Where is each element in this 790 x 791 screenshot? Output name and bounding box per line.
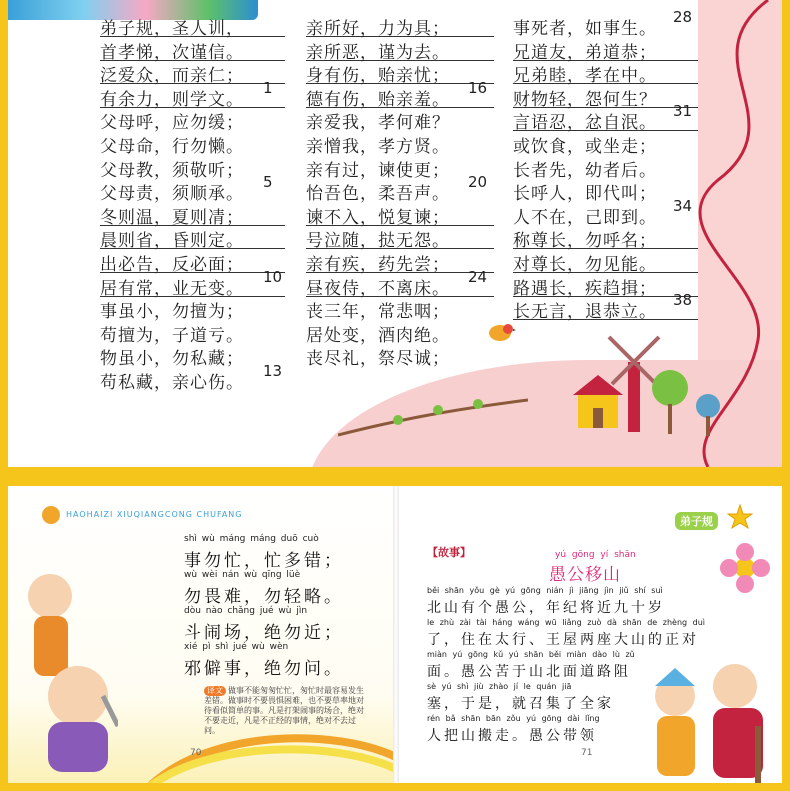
verse-pinyin: dòu nào chǎng jué wù jìn — [184, 606, 308, 616]
verse-line: 长呼人，即代叫； — [513, 184, 657, 205]
story-text: 人把山搬走。愚公带领 — [427, 728, 597, 744]
verse-pair — [184, 642, 344, 679]
story-tag: 【故事】 — [427, 546, 471, 559]
verse-number: 5 — [263, 173, 273, 192]
story-pinyin: sè yú shì jiù zhào jí le quán jiā — [427, 682, 572, 691]
verse-pinyin: shì wù máng máng duō cuò — [184, 534, 319, 544]
verse-line: 人不在，己即到。 — [513, 207, 657, 228]
verse-line: 长者先，幼者后。 — [513, 160, 657, 181]
verse-line: 出必告，反必面； — [100, 250, 285, 273]
brand-badge: 弟子规 — [675, 512, 718, 530]
verse-line: 苟擅为，子道亏。 — [100, 325, 244, 346]
verse-pinyin: wù wèi nán wù qīng lüè — [184, 570, 301, 580]
verse-line: 丧尽礼，祭尽诚； — [306, 349, 450, 370]
bird-icon — [486, 320, 516, 344]
verse-line: 谏不入，悦复谏； — [306, 203, 494, 226]
verse-line: 父母教，须敬听； — [100, 160, 244, 181]
cartoon-characters-illustration — [635, 656, 782, 783]
bottom-book-spread — [8, 486, 782, 783]
tree-icon — [648, 360, 728, 440]
verse-number: 13 — [263, 362, 283, 380]
story-text: 了，住在太行、王屋两座大山的正对 — [427, 632, 699, 648]
verse-line: 父母呼，应勿缓； — [100, 113, 244, 134]
verse-pinyin: xié pì shì jué wù wèn — [184, 642, 289, 652]
verse-line: 言语忍，忿自泯。 — [513, 108, 698, 131]
verse-line: 称尊长，勿呼名； — [513, 226, 698, 249]
cartoon-children-illustration — [8, 546, 118, 783]
verse-line: 父母责，须顺承。 — [100, 184, 244, 205]
verse-line: 财物轻，怨何生？ — [513, 85, 698, 108]
page-number-left: 70 — [190, 748, 202, 758]
verse-text: 邪僻事，绝勿问。 — [184, 659, 344, 679]
book-spine — [393, 486, 399, 783]
verse-line: 首孝悌，次谨信。 — [100, 38, 285, 61]
verse-number: 10 — [263, 267, 283, 286]
verse-number: 16 — [468, 78, 488, 97]
verse-line: 亲所恶，谨为去。 — [306, 38, 494, 61]
verse-line: 居处变，酒肉绝。 — [306, 325, 450, 346]
translation-tag: 译文 — [204, 686, 226, 696]
story-pinyin: le zhù zài tài háng wáng wū liǎng zuò dà shān de zhèng duì — [427, 618, 706, 627]
verse-line: 怡吾色，柔吾声。 — [306, 184, 450, 205]
verse-number: 34 — [673, 196, 693, 215]
story-line — [427, 714, 600, 745]
verse-line: 号泣随，挞无怨。 — [306, 226, 494, 249]
verse-line: 亲有疾，药先尝； — [306, 250, 494, 273]
verse-line: 事死者，如事生。 — [513, 19, 657, 39]
story-line — [427, 586, 665, 617]
verse-pair — [184, 534, 344, 571]
verse-line: 路遇长，疾趋揖； — [513, 274, 698, 297]
left-page — [8, 486, 395, 783]
story-text: 塞，于是，就召集了全家 — [427, 696, 614, 712]
story-text: 北山有个愚公，年纪将近九十岁 — [427, 600, 665, 616]
verse-line: 弟子规，圣人训， — [100, 14, 285, 37]
verse-line: 晨则省，昏则定。 — [100, 226, 285, 249]
story-pinyin: miàn yú gōng kǔ yú shān běi miàn dào lù zǔ — [427, 650, 635, 659]
verse-line: 父母命，行勿懒。 — [100, 137, 244, 157]
verse-line: 居有常，业无变。 — [100, 274, 285, 297]
verse-line: 亲憎我，孝方贤。 — [306, 137, 450, 157]
story-title: 愚公移山 — [549, 565, 621, 585]
verse-number: 20 — [468, 173, 488, 192]
story-line — [427, 650, 635, 681]
branch-decoration — [338, 380, 528, 440]
translation-text: 做事不能匆匆忙忙，匆忙时最容易发生差错。做事时不要畏惧困难，也不要草率地对待看似简单的事。凡是打架闹事的场合，绝对不要走近，凡是不正经的事情，绝对不去过问。 — [204, 686, 364, 735]
verse-line: 丧三年，常悲咽； — [306, 302, 450, 323]
star-icon — [727, 504, 753, 530]
verse-line: 冬则温，夏则凊； — [100, 203, 285, 226]
logo-badge-icon — [42, 506, 60, 524]
verse-line: 兄弟睦，孝在中。 — [513, 61, 698, 84]
verse-line: 兄道友，弟道恭； — [513, 38, 698, 61]
verse-line: 苟私藏，亲心伤。 — [100, 373, 244, 393]
verse-text: 事勿忙，忙多错； — [184, 551, 344, 571]
verse-number: 24 — [468, 267, 488, 286]
page-number-right: 71 — [581, 748, 593, 758]
house-icon — [568, 370, 628, 430]
flower-icon — [715, 538, 775, 598]
verse-number: 38 — [673, 291, 693, 310]
translation-note — [204, 686, 366, 736]
story-pinyin: rén bǎ shān bān zǒu yú gōng dài lǐng — [427, 714, 600, 723]
verse-line: 或饮食，或坐走； — [513, 137, 657, 157]
verse-line: 有余力，则学文。 — [100, 85, 285, 108]
verse-number: 31 — [673, 102, 693, 121]
verse-pair — [184, 606, 344, 643]
top-page-panel — [8, 0, 782, 467]
verse-line: 泛爱众，而亲仁； — [100, 61, 285, 84]
story-line — [427, 618, 705, 649]
verse-line: 亲所好，力为具； — [306, 14, 494, 37]
verse-line: 亲爱我，孝何难？ — [306, 113, 450, 134]
story-line — [427, 682, 614, 713]
verse-line: 物虽小，勿私藏； — [100, 349, 244, 370]
verse-line: 事虽小，勿擅为； — [100, 302, 244, 323]
verse-text: 斗闹场，绝勿近； — [184, 623, 344, 643]
story-title-pinyin: yú gōng yí shān — [555, 550, 636, 560]
right-page — [395, 486, 782, 783]
page-header-strip: HAOHAIZI XIUQIANGCONG CHUFANG — [66, 510, 243, 519]
verse-line: 对尊长，勿见能。 — [513, 250, 698, 273]
verse-pair — [184, 570, 344, 607]
verse-line: 长无言，退恭立。 — [513, 297, 698, 320]
verse-line: 亲有过，谏使更； — [306, 160, 450, 181]
story-text: 面。愚公苦于山北面道路阻 — [427, 664, 631, 680]
verse-line: 昼夜侍，不离床。 — [306, 274, 494, 297]
verse-number: 28 — [673, 8, 693, 26]
story-pinyin: běi shān yǒu gè yú gōng nián jì jiāng jìn jiǔ shí suì — [427, 586, 663, 595]
verse-line: 身有伤，贻亲忧； — [306, 61, 494, 84]
verse-text: 勿畏难，勿轻略。 — [184, 587, 344, 607]
verse-line: 德有伤，贻亲羞。 — [306, 85, 494, 108]
verse-number: 1 — [263, 78, 273, 97]
